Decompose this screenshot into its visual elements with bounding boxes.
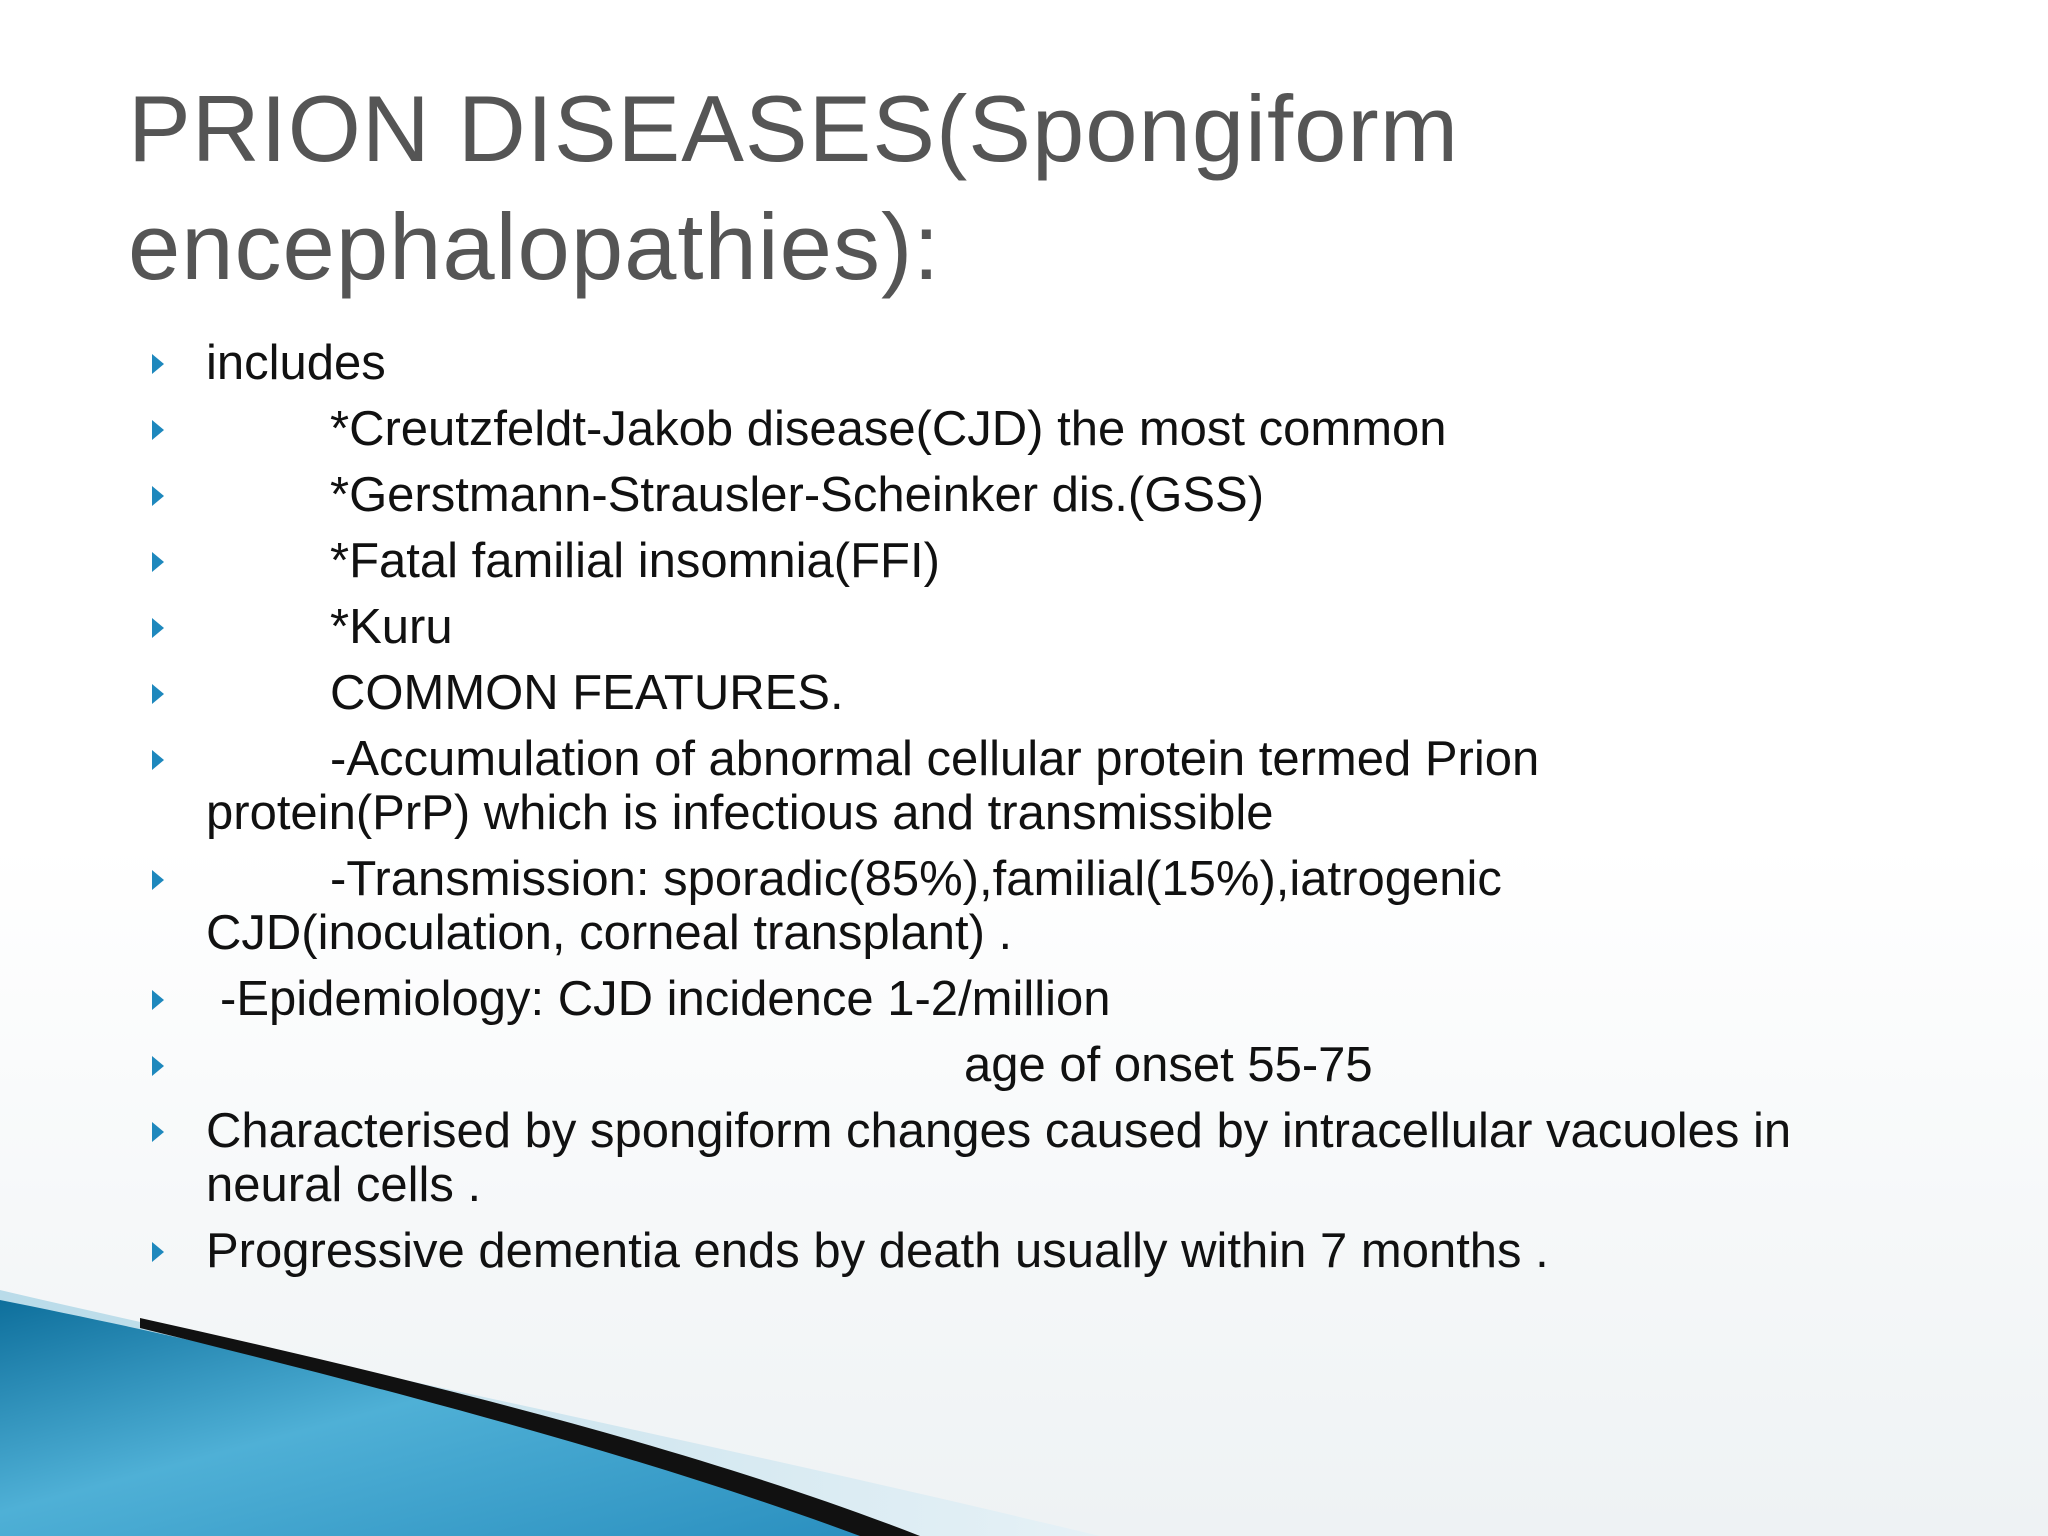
triangle-bullet-icon bbox=[152, 618, 164, 638]
bullet-item bbox=[148, 534, 1908, 588]
bullet-item bbox=[148, 1224, 1908, 1278]
slide-title: PRION DISEASES(Spongiform encephalopathies): bbox=[128, 76, 1459, 299]
bullet-item bbox=[148, 402, 1908, 456]
triangle-bullet-icon bbox=[152, 486, 164, 506]
bullet-list bbox=[148, 336, 1908, 1290]
bullet-text: *Fatal familial insomnia(FFI) bbox=[330, 534, 940, 588]
bullet-text: -Epidemiology: CJD incidence 1-2/million bbox=[220, 972, 1111, 1026]
bullet-item bbox=[148, 666, 1908, 720]
bullet-item bbox=[148, 732, 1908, 840]
bullet-text: COMMON FEATURES. bbox=[330, 666, 844, 720]
bullet-text: -Transmission: sporadic(85%),familial(15%),iatrogenic bbox=[330, 852, 1502, 906]
bullet-item bbox=[148, 1104, 1908, 1212]
triangle-bullet-icon bbox=[152, 420, 164, 440]
bullet-text: age of onset 55-75 bbox=[964, 1038, 1373, 1092]
bullet-item bbox=[148, 852, 1908, 960]
bullet-item bbox=[148, 468, 1908, 522]
bullet-text: *Creutzfeldt-Jakob disease(CJD) the most common bbox=[330, 402, 1447, 456]
bullet-item bbox=[148, 336, 1908, 390]
bullet-text: -Accumulation of abnormal cellular protein termed Prion bbox=[330, 732, 1540, 786]
triangle-bullet-icon bbox=[152, 1242, 164, 1262]
bullet-text: *Kuru bbox=[330, 600, 453, 654]
bullet-text: Progressive dementia ends by death usually within 7 months . bbox=[206, 1224, 1549, 1278]
triangle-bullet-icon bbox=[152, 990, 164, 1010]
triangle-bullet-icon bbox=[152, 552, 164, 572]
bullet-text-continuation: protein(PrP) which is infectious and transmissible bbox=[206, 786, 1274, 840]
triangle-bullet-icon bbox=[152, 870, 164, 890]
bullet-item bbox=[148, 600, 1908, 654]
bullet-text: includes bbox=[206, 336, 386, 390]
triangle-bullet-icon bbox=[152, 1122, 164, 1142]
bullet-item bbox=[148, 1038, 1908, 1092]
blue-swoosh bbox=[0, 1300, 880, 1536]
bullet-text-continuation: CJD(inoculation, corneal transplant) . bbox=[206, 906, 1013, 960]
triangle-bullet-icon bbox=[152, 354, 164, 374]
triangle-bullet-icon bbox=[152, 750, 164, 770]
triangle-bullet-icon bbox=[152, 684, 164, 704]
bullet-text: Characterised by spongiform changes caused by intracellular vacuoles in neural cells . bbox=[206, 1104, 1792, 1212]
bullet-item bbox=[148, 972, 1908, 1026]
bullet-text: *Gerstmann-Strausler-Scheinker dis.(GSS) bbox=[330, 468, 1265, 522]
triangle-bullet-icon bbox=[152, 1056, 164, 1076]
